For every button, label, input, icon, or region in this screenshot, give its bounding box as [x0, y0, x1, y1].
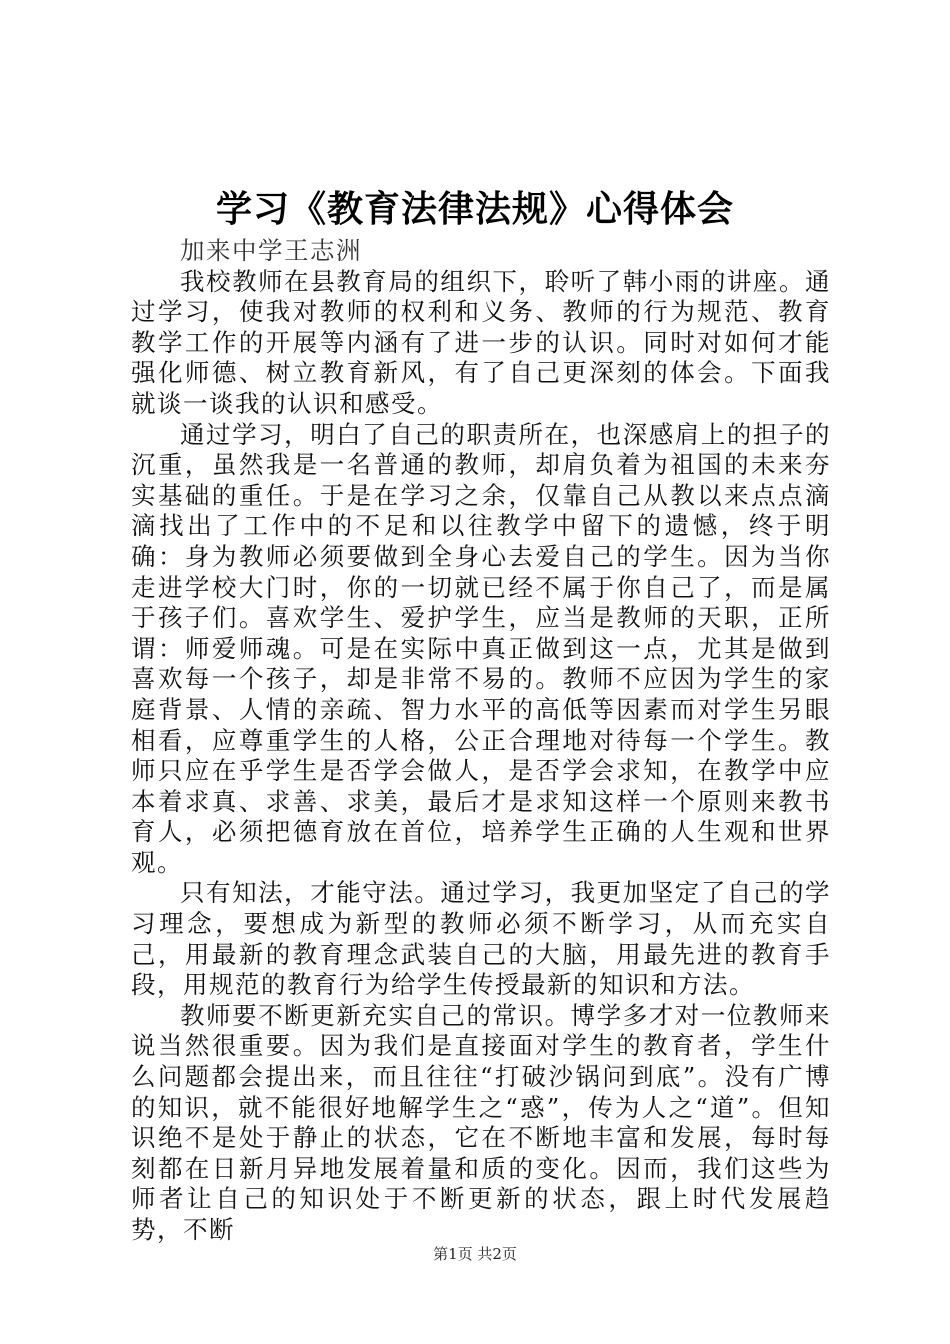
paragraph-4: 教师要不断更新充实自己的常识。博学多才对一位教师来说当然很重要。因为我们是直接面对学生的教育者，学生什么问题都会提出来，而且往往“打破沙锅问到底”。没有广博的知识，就不能很好地解学生之“惑”，传为人之“道”。但知识绝不是处于静止的状态，它在不断地丰富和发展，每时每刻都在日新月异地发展着量和质的变化。因而，我们这些为师者让自己的知识处于不断更新的状态，跟上时代发展趋势，不断	[131, 1000, 831, 1244]
paragraph-2: 通过学习，明白了自己的职责所在，也深感肩上的担子的沉重，虽然我是一名普通的教师，却肩负着为祖国的未来夯实基础的重任。于是在学习之余，仅靠自己从教以来点点滴滴找出了工作中的不足和以往教学中留下的遗憾，终于明确：身为教师必须要做到全身心去爱自己的学生。因为当你走进学校大门时，你的一切就已经不属于你自己了，而是属于孩子们。喜欢学生、爱护学生，应当是教师的天职，正所谓：师爱师魂。可是在实际中真正做到这一点，尤其是做到喜欢每一个孩子，却是非常不易的。教师不应因为学生的家庭背景、人情的亲疏、智力水平的高低等因素而对学生另眼相看，应尊重学生的人格，公正合理地对待每一个学生。教师只应在乎学生是否学会做人，是否学会求知，在教学中应本着求真、求善、求美，最后才是求知这样一个原则来教书育人，必须把德育放在首位，培养学生正确的人生观和世界观。	[131, 419, 831, 877]
document-title: 学习《教育法律法规》心得体会	[215, 188, 734, 230]
page-footer: 第1页 共2页	[433, 1245, 517, 1263]
paragraph-1: 我校教师在县教育局的组织下，聆听了韩小雨的讲座。通过学习，使我对教师的权利和义务、教师的行为规范、教育教学工作的开展等内涵有了进一步的认识。同时对如何才能强化师德、树立教育新风，有了自己更深刻的体会。下面我就谈一谈我的认识和感受。	[131, 266, 831, 418]
author-line: 加来中学王志洲	[180, 236, 362, 265]
document-body	[131, 236, 831, 1246]
paragraph-3: 只有知法，才能守法。通过学习，我更加坚定了自己的学习理念，要想成为新型的教师必须不断学习，从而充实自己，用最新的教育理念武装自己的大脑，用最先进的教育手段，用规范的教育行为给学生传授最新的知识和方法。	[131, 878, 831, 1000]
